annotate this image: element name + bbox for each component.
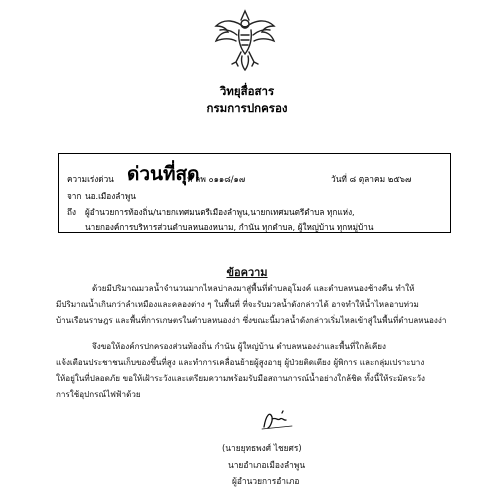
to-recipients-line-2: นายกองค์การบริหารส่วนตำบลหนองหนาม, กำนัน ทุกตำบล, ผู้ใหญ่บ้าน ทุกหมู่บ้าน [85, 222, 374, 232]
signatory-position-2: ผู้อำนวยการอำเภอ [232, 476, 300, 486]
paragraph-1-line-3: บ้านเรือนราษฎร และพื้นที่การเกษตรในตำบลหนองง่า ซึ่งขณะนี้มวลน้ำดังกล่าวเริ่มไหลเข้าสู่ในพื้นที่ตำบลหนองง่า [56, 315, 447, 325]
urgency-label: ความเร่งด่วน [67, 174, 114, 184]
urgency-value: ด่วนที่สุด [127, 163, 200, 185]
paragraph-2-line-3: ให้อยู่ในที่ปลอดภัย ขอให้เฝ้าระวังและเตรียมความพร้อมรับมือสถานการณ์น้ำอย่างใกล้ชิด ทั้งนี้ให้ระมัดระวัง [56, 373, 425, 383]
agency-name: วิทยุสื่อสาร [219, 84, 275, 98]
from-value: นอ.เมืองลำพูน [85, 191, 136, 201]
paragraph-1-line-1: ด้วยมีปริมาณมวลน้ำจำนวนมากไหลบ่าลงมาสู่พื้นที่ตำบลอุโมงค์ และตำบลหนองช้างคืน ทำให้ [92, 283, 415, 293]
document-date: วันที่ ๘ ตุลาคม ๒๕๖๗ [331, 174, 412, 184]
paragraph-2-line-1: จึงขอให้องค์กรปกครองส่วนท้องถิ่น กำนัน ผู้ใหญ่บ้าน ตำบลหนองง่าและพื้นที่ใกล้เคียง [92, 341, 386, 351]
garuda-emblem-icon [212, 8, 278, 74]
signatory-position-1: นายอำเภอเมืองลำพูน [228, 460, 306, 470]
paragraph-2-line-2: แจ้งเตือนประชาชนเก็บของขึ้นที่สูง และทำการเคลื่อนย้ายผู้สูงอายุ ผู้ป่วยติดเตียง ผู้พิการ และกลุ่มเปราะบาง [56, 357, 425, 367]
to-recipients-line-1: ผู้อำนวยการท้องถิ่น/นายกเทศมนตรีเมืองลำพูน,นายกเทศมนตรีตำบล ทุกแห่ง, [85, 207, 355, 217]
paragraph-2-line-4: การใช้อุปกรณ์ไฟฟ้าด้วย [56, 389, 141, 399]
department-name: กรมการปกครอง [206, 101, 288, 115]
from-label: จาก [67, 191, 82, 201]
handwritten-signature [258, 407, 298, 433]
signatory-name: (นายยุทธพงศ์ ไชยศร) [222, 443, 302, 453]
paragraph-1-line-2: มีปริมาณน้ำเกินกว่าลำเหมืองและคลองต่าง ๆ ในพื้นที่ ที่จะรับมวลน้ำดังกล่าวได้ อาจทำให้น้ำไหลอาบท่วม [56, 299, 419, 309]
document-number: ที่ ลพ ๐๑๑๘/๑๗ [187, 174, 246, 184]
message-title: ข้อความ [226, 266, 268, 279]
to-label: ถึง [67, 207, 76, 217]
document-header-box [58, 153, 451, 233]
